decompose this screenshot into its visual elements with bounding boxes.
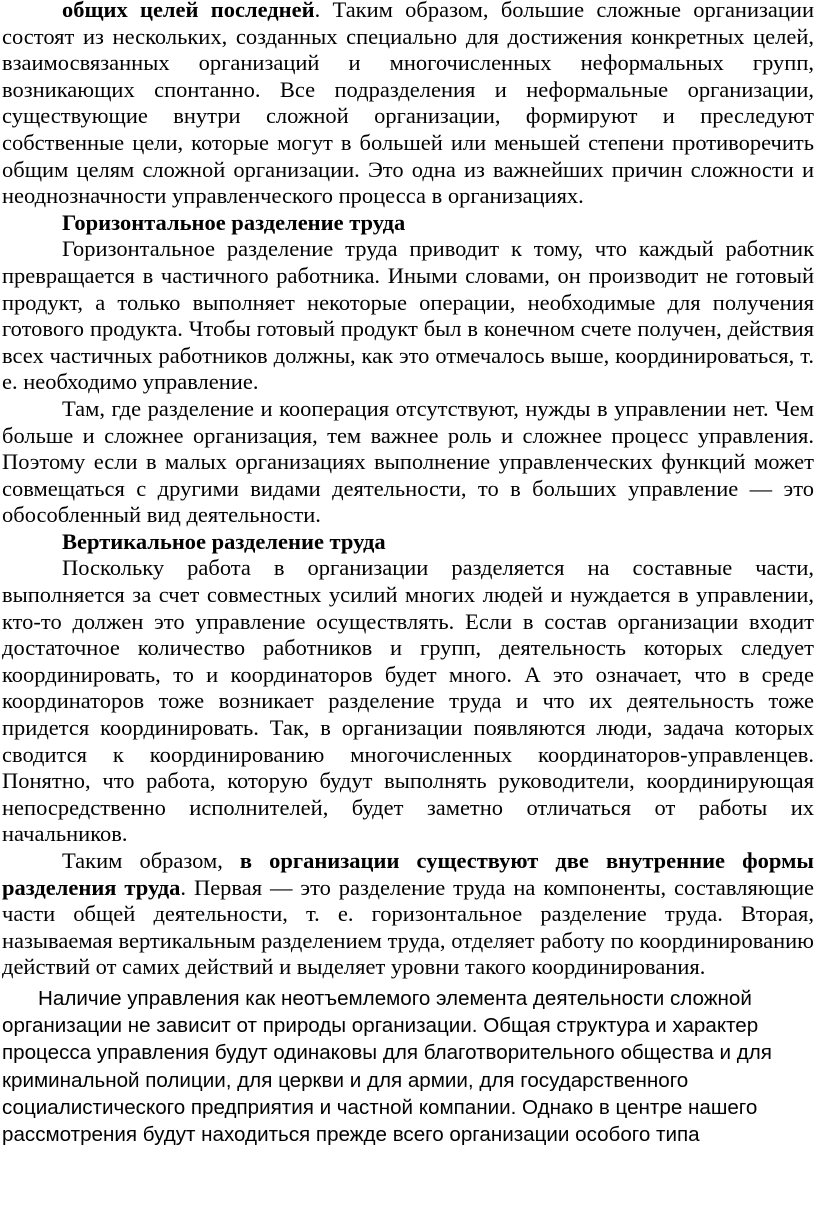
paragraph-two-forms xyxy=(0,848,816,981)
bold-lead-text: общих целей последней xyxy=(62,0,315,22)
paragraph-horizontal-division: Горизонтальное разделение труда приводит к тому, что каждый работник превращается в частичного работника. Иными словами, он производит не готовый продукт, а только выполняет некоторые операции, необходимые для получения готового продукта. Чтобы готовый продукт был в конечном счете получен, действия всех частичных работников должны, как это отмечалось выше, координироваться, т. е. необходимо управление. xyxy=(2,236,814,395)
heading-horizontal-division: Горизонтальное разделение труда xyxy=(62,209,406,235)
paragraph-management-nature: Наличие управления как неотъемлемого элемента деятельности сложной организации не зависит от природы организации. Общая структура и характер процесса управления будут одинаковы для благотворительного общества и для криминальной полиции, для церкви и для армии, для государственного социалистического предприятия и частной компании. Однако в центре нашего рассмотрения будут находиться прежде всего организации особого типа xyxy=(2,986,772,1146)
heading-vertical-division: Вертикальное разделение труда xyxy=(62,528,386,554)
two-forms-lead: Таким образом, xyxy=(62,848,240,873)
paragraph-intro xyxy=(0,0,816,210)
paragraph-cooperation: Там, где разделение и кооперация отсутствуют, нужды в управлении нет. Чем больше и сложнее организация, тем важнее роль и сложнее процесс управления. Поэтому если в малых организациях выполнение управленческих функций может совмещаться с другими видами деятельности, то в больших управление — это обособленный вид деятельности. xyxy=(2,395,814,528)
two-forms-rest: . Первая — это разделение труда на компоненты, составляющие части общей деятельности, т. е. горизонтальное разделение труда. Вторая, называемая вертикальным разделением труда, отделяет работу по координированию действий от самих действий и выделяет уровни такого координирования. xyxy=(2,874,814,980)
paragraph-vertical-division: Поскольку работа в организации разделяется на составные части, выполняется за счет совместных усилий многих людей и нуждается в управлении, кто-то должен это управление осуществлять. Если в состав организации входит достаточное количество работников и групп, деятельность которых следует координировать, то и координаторов будет много. А это означает, что в среде координаторов тоже возникает разделение труда и что их деятельность тоже придется координировать. Так, в организации появляются люди, задача которых сводится к координированию многочисленных координаторов-управленцев. Понятно, что работа, которую будут выполнять руководители, координирующая непосредственно исполнителей, будет заметно отличаться от работы их начальников. xyxy=(2,555,814,847)
paragraph-intro-text: . Таким образом, большие сложные организации состоят из нескольких, созданных специально для достижения конкретных целей, взаимосвязанных организаций и многочисленных неформальных групп, возникающих спонтанно. Все подразделения и неформальные организации, существующие внутри сложной организации, формируют и преследуют собственные цели, которые могут в большей или меньшей степени противоречить общим целям сложной организации. Это одна из важнейших причин сложности и неоднозначности управленческого процесса в организациях. xyxy=(2,0,815,209)
two-forms-bold: в организации существуют две внутренние формы разделения труда xyxy=(2,848,814,900)
